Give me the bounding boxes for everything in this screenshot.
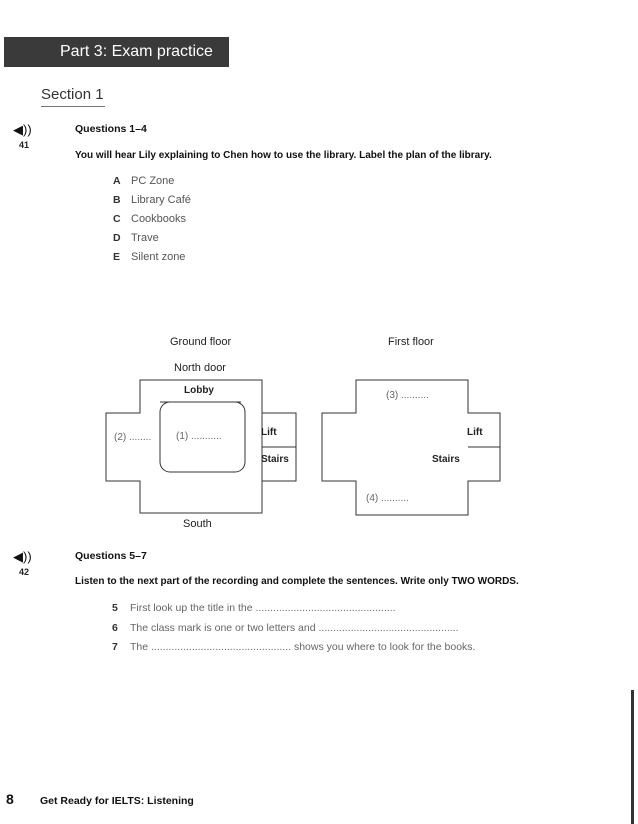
audio-icon[interactable]: ◀)) — [13, 122, 32, 137]
option-text: Library Café — [131, 194, 191, 206]
section-title: Section 1 — [41, 86, 104, 103]
part-banner: Part 3: Exam practice — [4, 37, 229, 67]
gap-3: (3) .......... — [386, 390, 429, 401]
sentence-item — [112, 602, 475, 622]
questions-heading: Questions 1–4 — [75, 123, 147, 135]
option-letter: C — [113, 213, 121, 225]
sentence-item — [112, 641, 475, 661]
south-label: South — [183, 518, 212, 530]
instruction: You will hear Lily explaining to Chen how to use the library. Label the plan of the library. — [75, 150, 492, 161]
sentence-text: First look up the title in the ................................................ — [130, 602, 396, 614]
audio-icon[interactable]: ◀)) — [13, 549, 32, 564]
option-text: Cookbooks — [131, 213, 187, 225]
track-number: 41 — [19, 140, 30, 150]
gap-4: (4) .......... — [366, 493, 409, 504]
instruction: Listen to the next part of the recording and complete the sentences. Write only TWO WORDS. — [75, 576, 519, 587]
lift-label: Lift — [261, 427, 277, 438]
gap-1: (1) ........... — [176, 431, 222, 442]
option-letter: E — [113, 251, 121, 263]
first-lift-label: Lift — [467, 427, 483, 438]
sentence-number: 7 — [112, 641, 118, 653]
option-text: PC Zone — [131, 175, 175, 187]
questions-heading: Questions 5–7 — [75, 550, 147, 562]
first-floor-title: First floor — [388, 336, 434, 348]
lobby-label: Lobby — [184, 385, 214, 396]
page-number: 8 — [6, 791, 14, 807]
option-letter: A — [113, 175, 121, 187]
sentence-number: 5 — [112, 602, 118, 614]
sentence-number: 6 — [112, 621, 118, 634]
sentence-text: The ................................................ shows you where to look for the books. — [130, 641, 476, 653]
sentence-text: The class mark is one or two letters and ................................................ — [130, 621, 459, 634]
page-edge — [631, 690, 634, 824]
gap-2: (2) ........ — [114, 432, 152, 443]
sentence-list — [112, 602, 475, 661]
ground-floor-title: Ground floor — [170, 336, 232, 348]
first-stairs-label: Stairs — [432, 454, 460, 465]
track-number: 42 — [19, 567, 30, 577]
option-letter: B — [113, 194, 121, 206]
option-letter: D — [113, 232, 121, 244]
option-text: Trave — [131, 232, 159, 244]
sentence-item — [112, 622, 475, 642]
option-text: Silent zone — [131, 251, 186, 263]
book-title: Get Ready for IELTS: Listening — [40, 795, 194, 807]
north-door-label: North door — [174, 362, 226, 374]
stairs-label: Stairs — [261, 454, 289, 465]
